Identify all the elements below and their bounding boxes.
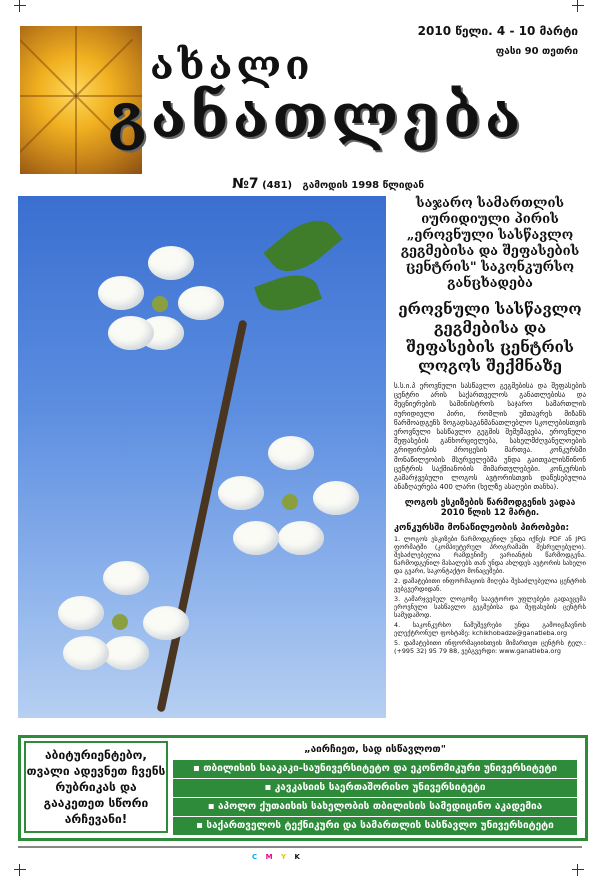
masthead-title-line1: ახალი (150, 42, 314, 89)
issue-price: ფასი 90 თეთრი (495, 46, 578, 57)
banner-item: ▪ თბილისის სააკაკი-საუნივერსიტეტო და ეკონომიკური უნივერსიტეტი (173, 759, 577, 778)
banner-item: ▪ კავკასიის საერთაშორისო უნივერსიტეტი (173, 778, 577, 797)
leaf (263, 208, 342, 284)
banner-item: ▪ აპოლო ქუთაისის სახელობის თბილისის სამედიცინო აკადემია (173, 797, 577, 816)
crop-mark (572, 0, 584, 12)
leaf (254, 267, 322, 319)
article-subheadline: ეროვნული სასწავლო გეგმებისა და შეფასების ცენტრის ლოგოს შექმნაზე (398, 300, 582, 375)
cmyk-m: M (265, 853, 276, 861)
article-column (394, 196, 586, 655)
banner-title: „აირჩიეთ, სად ისწავლოთ" (173, 741, 577, 759)
issue-date: 2010 წელი. 4 - 10 მარტი (417, 24, 578, 38)
issue-total: (481) (262, 180, 293, 191)
cmyk-k: K (294, 853, 303, 861)
condition-item: 4. საკონკურსო ნამუშევრები უნდა გამოიგზავნოს ელექტრონულ ფოსტაზე: kchikhobadze@ganatleba.org (394, 621, 586, 638)
university-banner (18, 735, 588, 841)
banner-item: ▪ საქართველოს ტექნიკური და სამართლის სასწავლო უნივერსიტეტი (173, 816, 577, 835)
article-headline: საჯარო სამართლის იურიდიული პირის „ეროვნული სასწავლო გეგმებისა და შეფასების ცენტრის" საკონკურსო განცხადება (400, 196, 580, 291)
masthead-title-line2: განათლება (108, 82, 525, 152)
condition-item: 1. ლოგოს ესკიზები წარმოდგენილ უნდა იქნეს PDF ან JPG ფორმატში (კომპიუტერულ პროგრამაში შესრულებული). შესაძლებელია რამდენიმე ვარიანტის წარმოდგენა. წარმოდგენილ მასალებს თან უნდა ახლდეს ავტორის სახელი და გვარი, საკონტაქტო მონაცემები. (394, 535, 586, 576)
condition-item: 3. გამარჯვებულ ლოგოზე საავტორო უფლებები გადაეცემა ეროვნული სასწავლო გეგმებისა და შეფასების ცენტრს სამუდამოდ. (394, 595, 586, 620)
condition-item: 5. დამატებითი ინფორმაციისთვის მიმართეთ ცენტრს ტელ.: (+995 32) 95 79 88, ვებგვერდი: www.ganatleba.org (394, 639, 586, 656)
condition-item: 2. დამატებითი ინფორმაციის მიღება შესაძლებელია ცენტრის ვებგვერდიდან. (394, 577, 586, 594)
deadline-notice: ლოგოს ესკიზების წარმოდგენის ვადაა 2010 წლის 12 მარტი. (404, 498, 576, 519)
article-body: ს.ს.ი.პ ეროვნული სასწავლო გეგმებისა და შეფასების ცენტრი არის საქართველოს განათლებისა და მეცნიერების სამინისტროს საჯარო სამართლის იურიდიული პირი, რომლის უმთავრეს მიზანს წარმოადგენს ზოგადსაგანმანათლებლო სკოლებისთვის ეროვნული სასწავლო გეგმის შემუშავება, ეროვნული შეფასების განხორციელება, სახელმძღვანელოების გრიფირების პროცესის მართვა. კონკურსში მონაწილეობის მსურველებმა უნდა გაითვალისწინონ ცენტრის საქმიანობის მიმართულებები. კონკურსის გამარჯვებული ლოგოს ავტორისთვის დაწესებულია ანაზღაურება 400 ლარი (ხელზე ასაღები თანხა). (394, 382, 586, 492)
crop-mark (572, 864, 584, 876)
issue-number: №7 (232, 176, 259, 192)
banner-list (173, 741, 577, 835)
issue-info (232, 176, 424, 192)
banner-callout: აბიტურიენტებო, თვალი ადევნეთ ჩვენს რუბრიკას და გააკეთეთ სწორი არჩევანი! (24, 741, 168, 833)
bottom-rule (18, 846, 582, 848)
cmyk-c: C (252, 853, 261, 861)
since-text: გამოდის 1998 წლიდან (302, 180, 425, 191)
cmyk-y: Y (280, 853, 290, 861)
cmyk-marks (252, 853, 303, 861)
crop-mark (14, 864, 26, 876)
conditions-title: კონკურსში მონაწილეობის პირობები: (394, 523, 570, 534)
branch (157, 320, 248, 713)
crop-mark (14, 0, 26, 12)
blossom-photo (18, 196, 386, 718)
